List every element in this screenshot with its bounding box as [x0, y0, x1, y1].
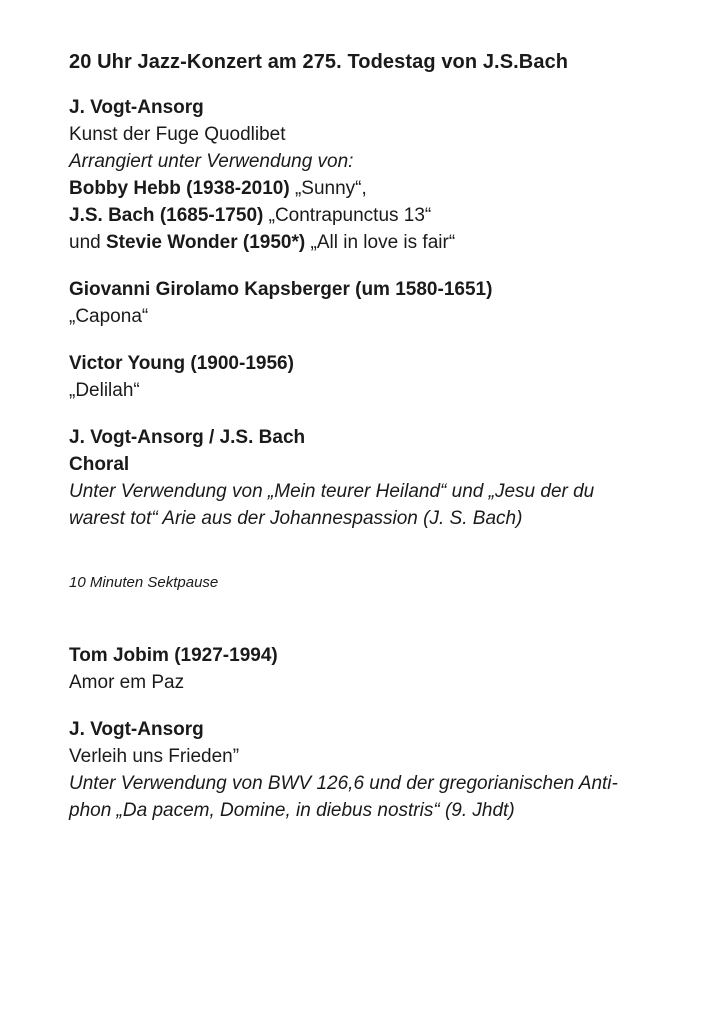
- work-title: Kunst der Fuge Quodlibet: [69, 124, 286, 145]
- usage-note-line: Unter Verwendung von „Mein teurer Heiland“ und „Jesu der du: [69, 481, 595, 502]
- source-line: [69, 202, 669, 229]
- program-item-delilah: [69, 350, 669, 404]
- source-title: „Contrapunctus 13“: [263, 205, 432, 226]
- composer-name: J. Vogt-Ansorg: [69, 97, 204, 118]
- program-item-amor-em-paz: [69, 642, 669, 696]
- source-title: „All in love is fair“: [305, 232, 456, 253]
- work-title: „Delilah“: [69, 380, 140, 401]
- program-item-choral: [69, 424, 669, 532]
- usage-note-line: Unter Verwendung von BWV 126,6 und der gregorianischen Anti-: [69, 773, 618, 794]
- source-prefix: und: [69, 232, 106, 253]
- source-composer: Stevie Wonder (1950*): [105, 232, 306, 253]
- arrangement-note: Arrangiert unter Verwendung von:: [69, 151, 354, 172]
- source-title: „Sunny“,: [289, 178, 367, 199]
- source-composer: Bobby Hebb (1938-2010): [69, 178, 290, 199]
- source-line: [69, 229, 669, 256]
- page-title: 20 Uhr Jazz-Konzert am 275. Todestag von J.S.Bach: [69, 51, 569, 73]
- usage-note-line: warest tot“ Arie aus der Johannespassion (J. S. Bach): [69, 508, 523, 529]
- work-title: Verleih uns Frieden”: [69, 746, 240, 767]
- composer-name: Tom Jobim (1927-1994): [69, 645, 278, 666]
- composer-name: Giovanni Girolamo Kapsberger (um 1580-1651): [69, 279, 493, 300]
- program-page: [69, 48, 669, 824]
- composer-name: J. Vogt-Ansorg: [69, 719, 204, 740]
- work-title: Amor em Paz: [69, 672, 185, 693]
- program-item-verleih-uns-frieden: [69, 716, 669, 824]
- usage-note-line: phon „Da pacem, Domine, in diebus nostris“ (9. Jhdt): [69, 800, 515, 821]
- source-line: [69, 175, 669, 202]
- work-title: Choral: [69, 454, 130, 475]
- source-composer: J.S. Bach (1685-1750): [69, 205, 264, 226]
- composer-name: Victor Young (1900-1956): [69, 353, 294, 374]
- work-title: „Capona“: [69, 306, 149, 327]
- program-item-quodlibet: [69, 94, 669, 256]
- composer-name: J. Vogt-Ansorg / J.S. Bach: [69, 427, 306, 448]
- intermission-note: 10 Minuten Sektpause: [69, 574, 219, 591]
- program-item-capona: [69, 276, 669, 330]
